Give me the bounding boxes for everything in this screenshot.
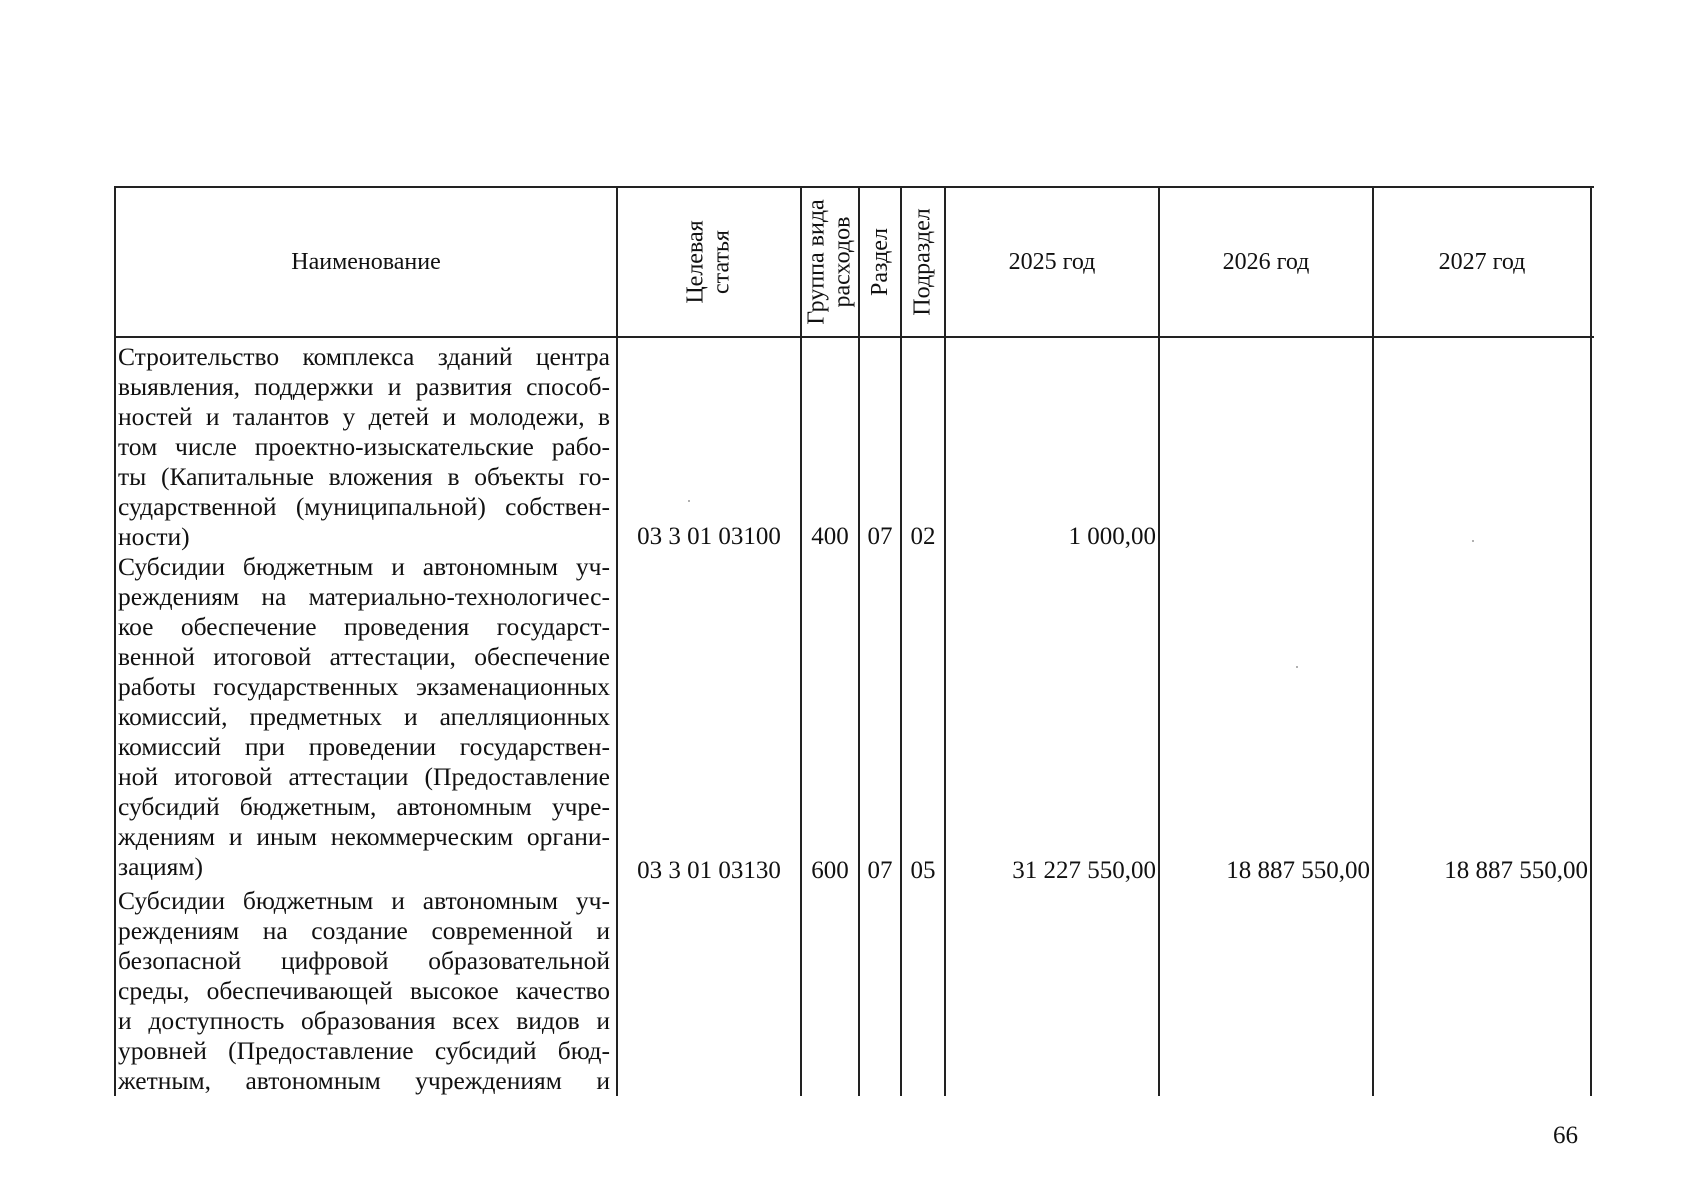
row-2-name-line: зациям)	[118, 852, 204, 881]
row-3-name	[118, 886, 610, 1096]
row-3-name-line: Субсидии бюджетным и автономным уч-	[118, 886, 610, 915]
row-2-2025: 31 227 550,00	[1012, 857, 1156, 884]
row-3-name-line: реждениям на создание современной и	[118, 916, 610, 945]
row-2-name-line: реждениям на материально-технологичес-	[118, 582, 610, 611]
header-2025	[946, 188, 1158, 336]
row-2-name-line: комиссий, предметных и апелляционных	[118, 702, 610, 731]
row-2-name-line: комиссий при проведении государствен-	[118, 732, 610, 761]
row-2-2026: 18 887 550,00	[1226, 857, 1370, 884]
row-1-target: 03 3 01 03100	[637, 523, 781, 550]
row-1-name-line: ты (Капитальные вложения в объекты го-	[118, 462, 610, 491]
row-3-name-line: и доступность образования всех видов и	[118, 1006, 610, 1035]
row-2-name-line: ждениям и иным некоммерческим органи-	[118, 822, 610, 851]
row-1-name-line: выявления, поддержки и развития способ-	[118, 372, 610, 401]
header-2027	[1374, 188, 1590, 336]
header-section-label: Раздел	[867, 228, 894, 296]
scan-speck	[1472, 540, 1474, 542]
header-target-article-line2: статья	[708, 230, 735, 294]
row-2-group: 600	[811, 857, 849, 884]
row-1-section: 07	[867, 523, 893, 550]
row-2-name-line: венной итоговой аттестации, обеспечение	[118, 642, 610, 671]
row-2-name-line: ной итоговой аттестации (Предоставление	[118, 762, 610, 791]
row-2-name-line: кое обеспечение проведения государст-	[118, 612, 610, 641]
row-3-name-line: безопасной цифровой образовательной	[118, 946, 610, 975]
header-name-label: Наименование	[291, 249, 441, 275]
row-2-name-line: субсидий бюджетным, автономным учре-	[118, 792, 610, 821]
row-1-subsection: 02	[910, 523, 936, 550]
row-3-name-line: жетным, автономным учреждениям и	[118, 1066, 610, 1095]
header-expense-group-line2: расходов	[830, 216, 856, 308]
row-2-target: 03 3 01 03130	[637, 857, 781, 884]
header-subsection-label: Подраздел	[910, 208, 937, 316]
header-subsection	[902, 188, 944, 336]
row-1-group: 400	[811, 523, 849, 550]
row-1-name-line: ности)	[118, 522, 190, 551]
row-1-name	[118, 342, 610, 552]
header-section	[860, 188, 900, 336]
row-3-name-line: уровней (Предоставление субсидий бюд-	[118, 1036, 610, 1065]
row-2-2027: 18 887 550,00	[1444, 857, 1588, 884]
header-target-article	[618, 188, 800, 336]
row-1-name-line: Строительство комплекса зданий центра	[118, 342, 610, 371]
row-1-name-line: ностей и талантов у детей и молодежи, в	[118, 402, 610, 431]
header-expense-group-line1: Группа вида	[804, 199, 830, 325]
header-expense-group	[802, 188, 858, 336]
row-1-2025: 1 000,00	[1068, 523, 1156, 550]
row-2-name-line: Субсидии бюджетным и автономным уч-	[118, 552, 610, 581]
header-2026	[1160, 188, 1372, 336]
row-2-subsection: 05	[910, 857, 936, 884]
scan-speck	[1296, 666, 1298, 668]
row-1-name-line: том числе проектно-изыскательские рабо-	[118, 432, 610, 461]
row-2-name	[118, 552, 610, 882]
header-2027-label: 2027 год	[1438, 249, 1526, 275]
row-2-section: 07	[867, 857, 893, 884]
col-border-right	[1590, 186, 1592, 1096]
scan-speck	[688, 500, 690, 502]
row-3-name-line: среды, обеспечивающей высокое качество	[118, 976, 610, 1005]
header-2026-label: 2026 год	[1222, 249, 1310, 275]
header-target-article-line1: Целевая	[682, 220, 709, 304]
row-2-name-line: работы государственных экзаменационных	[118, 672, 610, 701]
row-1-name-line: сударственной (муниципальной) собствен-	[118, 492, 610, 521]
header-2025-label: 2025 год	[1008, 249, 1096, 275]
header-name	[116, 188, 616, 336]
page-number: 66	[1553, 1122, 1578, 1149]
